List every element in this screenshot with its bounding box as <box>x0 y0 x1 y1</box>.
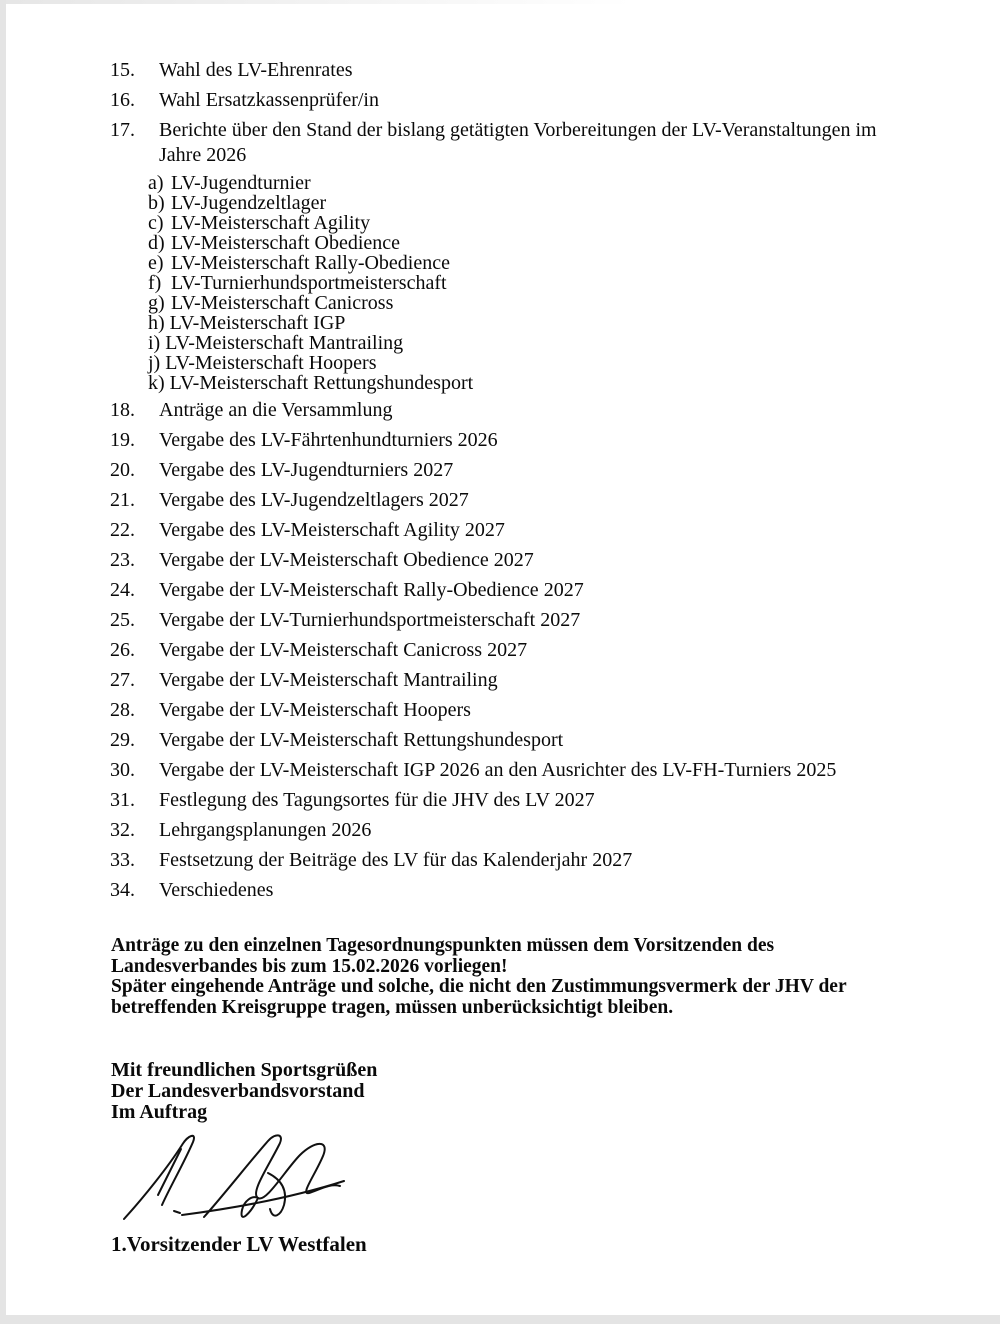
item-text <box>159 428 909 453</box>
sub-item-letter: h) <box>148 312 165 334</box>
item-text-line: Vergabe der LV-Meisterschaft IGP 2026 an den Ausrichter des LV-FH-Turniers 2025 <box>159 759 837 781</box>
sub-item <box>148 333 1000 353</box>
agenda-item <box>6 458 1000 483</box>
agenda-item <box>6 548 1000 573</box>
sub-item <box>148 213 1000 233</box>
sub-item <box>148 193 1000 213</box>
agenda-item <box>6 878 1000 903</box>
sub-item-list <box>6 173 1000 393</box>
sub-item <box>148 173 1000 193</box>
agenda-item <box>6 818 1000 843</box>
item-text-line: Berichte über den Stand der bislang getätigten Vorbereitungen der LV-Veranstaltungen im <box>159 119 877 141</box>
agenda-item-row <box>6 818 1000 843</box>
item-number: 22. <box>110 519 135 541</box>
item-number: 30. <box>110 759 135 781</box>
item-text-line: Vergabe der LV-Meisterschaft Rettungshundesport <box>159 729 564 751</box>
item-text <box>159 848 909 873</box>
agenda-item-row <box>6 548 1000 573</box>
signature-drawing <box>118 1129 353 1225</box>
item-text-line: Vergabe der LV-Meisterschaft Obedience 2027 <box>159 549 534 571</box>
sub-item <box>148 373 1000 393</box>
agenda-item <box>6 88 1000 113</box>
item-text <box>159 118 909 168</box>
item-text <box>159 548 909 573</box>
item-text-line: Vergabe der LV-Turnierhundsportmeisterschaft 2027 <box>159 609 581 631</box>
item-number: 16. <box>110 89 135 111</box>
agenda-item <box>6 518 1000 543</box>
agenda-item-row <box>6 788 1000 813</box>
item-text <box>159 578 909 603</box>
sub-item-text: LV-Meisterschaft Agility <box>171 212 371 234</box>
sub-item-letter: c) <box>148 212 164 234</box>
agenda-item <box>6 638 1000 663</box>
item-number: 27. <box>110 669 135 691</box>
item-text <box>159 758 909 783</box>
item-text-line: Vergabe des LV-Jugendturniers 2027 <box>159 459 454 481</box>
closing-line: Im Auftrag <box>111 1101 208 1123</box>
sub-item-text: LV-Meisterschaft Canicross <box>171 292 394 314</box>
agenda-item <box>6 848 1000 873</box>
sub-item-text: LV-Meisterschaft Obedience <box>171 232 401 254</box>
agenda-item-row <box>6 428 1000 453</box>
item-number: 32. <box>110 819 135 841</box>
notice-line: Anträge zu den einzelnen Tagesordnungspunkten müssen dem Vorsitzenden des <box>111 935 775 956</box>
item-text <box>159 398 909 423</box>
item-number: 34. <box>110 879 135 901</box>
item-text-line: Vergabe der LV-Meisterschaft Mantrailing <box>159 669 498 691</box>
closing-block <box>6 1060 1000 1123</box>
item-number: 29. <box>110 729 135 751</box>
item-text-line: Vergabe der LV-Meisterschaft Rally-Obedience 2027 <box>159 579 584 601</box>
item-text-line: Jahre 2026 <box>159 144 247 166</box>
item-text-line: Verschiedenes <box>159 879 274 901</box>
notice-line: Landesverbandes bis zum 15.02.2026 vorliegen! <box>111 955 508 977</box>
sub-item-letter: d) <box>148 232 165 254</box>
item-text <box>159 608 909 633</box>
agenda-item <box>6 728 1000 753</box>
sub-item-letter: g) <box>148 292 165 314</box>
item-text-line: Wahl Ersatzkassenprüfer/in <box>159 89 379 111</box>
item-text-line: Vergabe der LV-Meisterschaft Hoopers <box>159 699 471 721</box>
item-text <box>159 668 909 693</box>
agenda-item-row <box>6 518 1000 543</box>
item-text <box>159 818 909 843</box>
agenda-item <box>6 668 1000 693</box>
agenda-item <box>6 118 1000 393</box>
closing-line: Mit freundlichen Sportsgrüßen <box>111 1059 378 1081</box>
item-number: 31. <box>110 789 135 811</box>
sub-item-text: LV-Jugendzeltlager <box>171 192 327 214</box>
item-number: 17. <box>110 119 135 141</box>
agenda-item-row <box>6 878 1000 903</box>
item-text-line: Festlegung des Tagungsortes für die JHV des LV 2027 <box>159 789 595 811</box>
sub-item-letter: b) <box>148 192 165 214</box>
item-text <box>159 58 909 83</box>
item-text-line: Festsetzung der Beiträge des LV für das Kalenderjahr 2027 <box>159 849 633 871</box>
agenda-item <box>6 788 1000 813</box>
item-number: 24. <box>110 579 135 601</box>
item-number: 20. <box>110 459 135 481</box>
agenda-item-row <box>6 728 1000 753</box>
item-text <box>159 728 909 753</box>
agenda-item-row <box>6 458 1000 483</box>
item-text-line: Vergabe der LV-Meisterschaft Canicross 2027 <box>159 639 528 661</box>
sub-item-text: LV-Meisterschaft Hoopers <box>165 352 377 374</box>
sub-item <box>148 233 1000 253</box>
sub-item-text: LV-Meisterschaft Mantrailing <box>165 332 404 354</box>
item-text <box>159 88 909 113</box>
sub-item-letter: i) <box>148 332 161 354</box>
notice-line: betreffenden Kreisgruppe tragen, müssen unberücksichtigt bleiben. <box>111 996 674 1018</box>
item-text-line: Vergabe des LV-Meisterschaft Agility 2027 <box>159 519 505 541</box>
sub-item-text: LV-Meisterschaft Rally-Obedience <box>171 252 450 274</box>
sub-item <box>148 353 1000 373</box>
item-text <box>159 518 909 543</box>
item-number: 25. <box>110 609 135 631</box>
item-text <box>159 638 909 663</box>
sub-item-letter: k) <box>148 372 165 394</box>
agenda-item-row <box>6 698 1000 723</box>
agenda-item-row <box>6 848 1000 873</box>
sub-item <box>148 293 1000 313</box>
sub-item-letter: a) <box>148 172 164 194</box>
notice-line: Später eingehende Anträge und solche, die nicht den Zustimmungsvermerk der JHV der <box>111 976 847 997</box>
sub-item-text: LV-Jugendturnier <box>171 172 311 194</box>
document-content <box>6 0 1000 1255</box>
agenda-item <box>6 578 1000 603</box>
sub-item <box>148 313 1000 333</box>
item-number: 18. <box>110 399 135 421</box>
agenda-item <box>6 428 1000 453</box>
sub-item-text: LV-Meisterschaft Rettungshundesport <box>169 372 474 394</box>
sub-item-letter: e) <box>148 252 164 274</box>
agenda-item-row <box>6 668 1000 693</box>
item-text <box>159 878 909 903</box>
sub-item-letter: j) <box>148 352 161 374</box>
agenda-item-row <box>6 488 1000 513</box>
item-text <box>159 788 909 813</box>
closing-line: Der Landesverbandsvorstand <box>111 1080 365 1102</box>
item-number: 21. <box>110 489 135 511</box>
agenda-item <box>6 398 1000 423</box>
document-page <box>6 0 1000 1315</box>
item-text <box>159 698 909 723</box>
sub-item-text: LV-Meisterschaft IGP <box>169 312 346 334</box>
notice-paragraph <box>6 936 1000 1018</box>
agenda-item-row <box>6 58 1000 83</box>
item-text-line: Wahl des LV-Ehrenrates <box>159 59 353 81</box>
agenda-item-row <box>6 758 1000 783</box>
item-number: 28. <box>110 699 135 721</box>
agenda-item <box>6 488 1000 513</box>
item-number: 23. <box>110 549 135 571</box>
agenda-item-row <box>6 118 1000 168</box>
item-text-line: Vergabe des LV-Jugendzeltlagers 2027 <box>159 489 469 511</box>
agenda-item-row <box>6 608 1000 633</box>
item-number: 26. <box>110 639 135 661</box>
agenda-item <box>6 698 1000 723</box>
item-text-line: Anträge an die Versammlung <box>159 399 393 421</box>
item-text-line: Vergabe des LV-Fährtenhundturniers 2026 <box>159 429 498 451</box>
item-text-line: Lehrgangsplanungen 2026 <box>159 819 372 841</box>
agenda-item-row <box>6 578 1000 603</box>
item-number: 33. <box>110 849 135 871</box>
item-text <box>159 458 909 483</box>
sub-item-letter: f) <box>148 272 162 294</box>
agenda-item-row <box>6 88 1000 113</box>
agenda-item <box>6 58 1000 83</box>
sub-item <box>148 273 1000 293</box>
signoff-title: 1.Vorsitzender LV Westfalen <box>111 1232 367 1256</box>
item-number: 19. <box>110 429 135 451</box>
sub-item-text: LV-Turnierhundsportmeisterschaft <box>171 272 447 294</box>
agenda-item-row <box>6 638 1000 663</box>
agenda-item-row <box>6 398 1000 423</box>
agenda-item <box>6 608 1000 633</box>
agenda-list <box>6 58 1000 903</box>
signature <box>6 1129 1000 1225</box>
sub-item <box>148 253 1000 273</box>
item-text <box>159 488 909 513</box>
agenda-item <box>6 758 1000 783</box>
item-number: 15. <box>110 59 135 81</box>
